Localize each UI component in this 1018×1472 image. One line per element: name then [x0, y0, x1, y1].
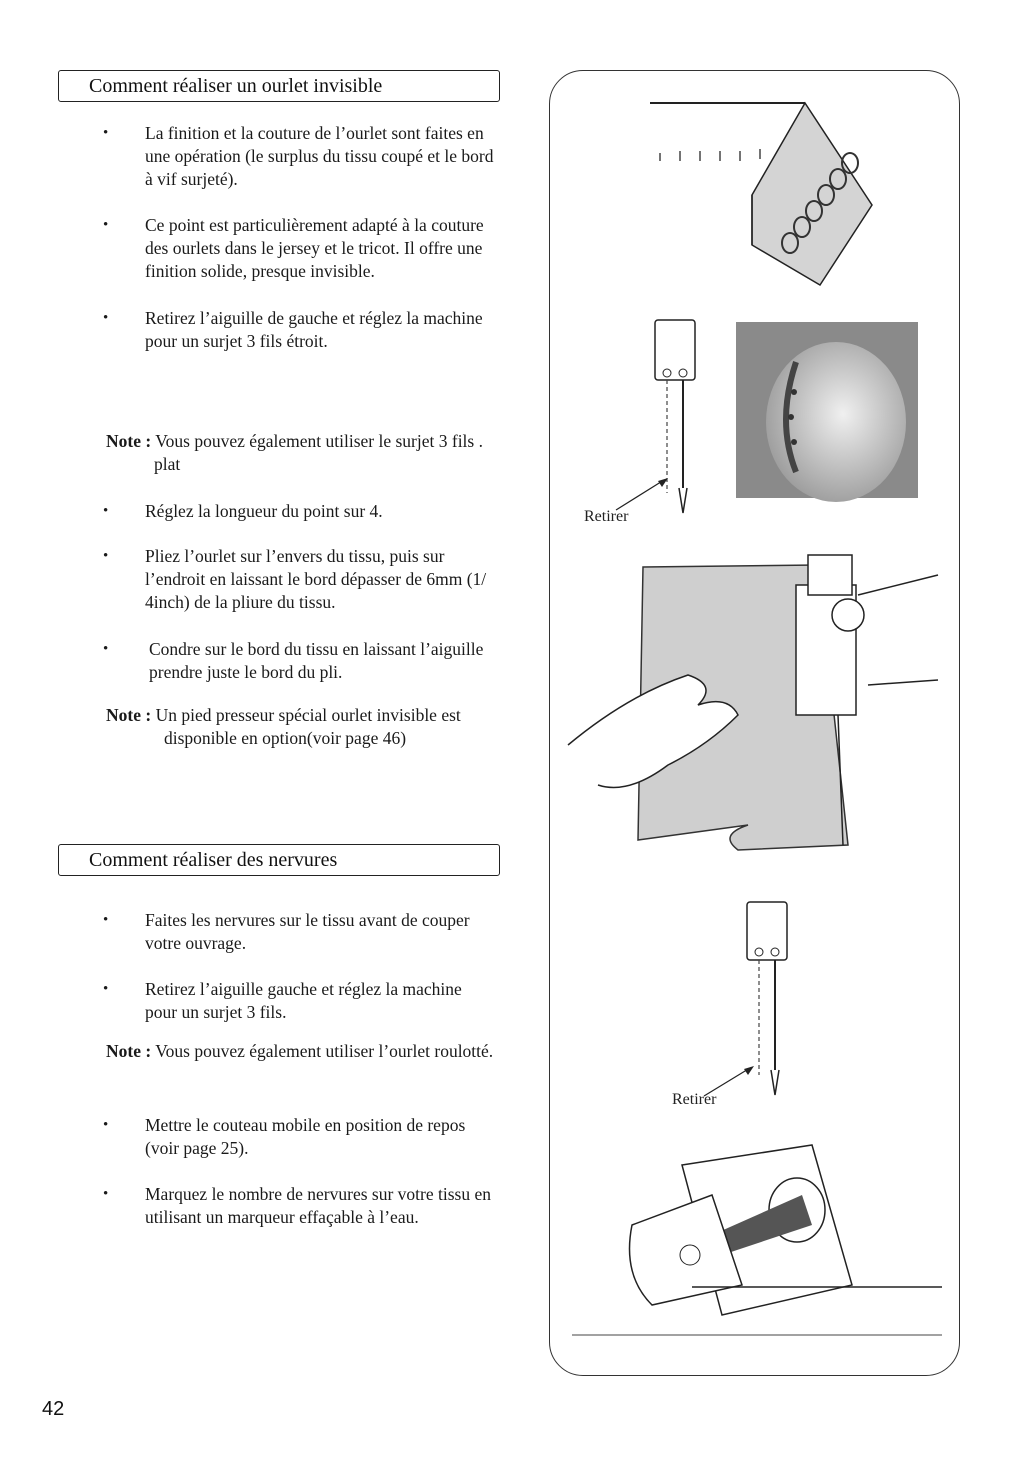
- bullet-line: finition solide, presque invisible.: [145, 261, 375, 281]
- bullet-icon: •: [103, 503, 109, 519]
- caption-retirer-1: Retirer: [584, 508, 629, 525]
- bullet-line: prendre juste le bord du pli.: [149, 662, 343, 682]
- note-label: Note :: [106, 431, 152, 451]
- caption-retirer-2: Retirer: [672, 1091, 717, 1108]
- note-label: Note :: [106, 705, 152, 725]
- bullet-icon: •: [103, 548, 109, 564]
- page-number: 42: [42, 1398, 65, 1420]
- bullet-line: à vif surjeté).: [145, 169, 238, 189]
- note-3-thread-flat: [106, 430, 546, 476]
- bullet-icon: •: [103, 1117, 109, 1133]
- bullet-icon: •: [103, 1186, 109, 1202]
- bullet-line: Condre sur le bord du tissu en laissant l’aiguille: [149, 639, 484, 659]
- stitch-knob-photo: [736, 322, 918, 498]
- bullet-line: La finition et la couture de l’ourlet sont faites en: [145, 123, 484, 143]
- blind-hem-stitch-illustration: [640, 95, 890, 295]
- note-line: disponible en option(voir page 46): [164, 728, 407, 748]
- bullet-line: Pliez l’ourlet sur l’envers du tissu, puis sur: [145, 546, 445, 566]
- bullet-line: Marquez le nombre de nervures sur votre tissu en: [145, 1184, 492, 1204]
- bullet-line: Retirez l’aiguille gauche et réglez la machine: [145, 979, 462, 999]
- bullet-line: utilisant un marqueur effaçable à l’eau.: [145, 1207, 419, 1227]
- bullet-line: pour un surjet 3 fils étroit.: [145, 331, 328, 351]
- note-rolled-hem: [106, 1040, 546, 1063]
- hand-fabric-illustration: [568, 545, 943, 865]
- bullet-line: Ce point est particulièrement adapté à la couture: [145, 215, 484, 235]
- bullet-icon: •: [103, 912, 109, 928]
- bullet-line: Réglez la longueur du point sur 4.: [145, 501, 383, 521]
- note-line: plat: [154, 454, 181, 474]
- presser-foot-knife-illustration: [572, 1125, 942, 1370]
- note-line: Vous pouvez également utiliser l’ourlet roulotté.: [155, 1041, 494, 1061]
- bullet-line: (voir page 25).: [145, 1138, 249, 1158]
- bullet-line: l’endroit en laissant le bord dépasser de 6mm (1/: [145, 569, 487, 589]
- bullet-icon: •: [103, 217, 109, 233]
- bullet-line: votre ouvrage.: [145, 933, 247, 953]
- bullet-line: Retirez l’aiguille de gauche et réglez la machine: [145, 308, 483, 328]
- bullet-line: pour un surjet 3 fils.: [145, 1002, 287, 1022]
- note-blind-hem-foot: [106, 704, 546, 750]
- bullet-icon: •: [103, 981, 109, 997]
- bullet-line: des ourlets dans le jersey et le tricot. Il offre une: [145, 238, 483, 258]
- note-line: Vous pouvez également utiliser le surjet 3 fils .: [155, 431, 483, 451]
- section-title-pintucks: Comment réaliser des nervures: [58, 844, 500, 876]
- note-line: Un pied presseur spécial ourlet invisible est: [155, 705, 461, 725]
- bullet-line: 4inch) de la pliure du tissu.: [145, 592, 336, 612]
- bullet-line: une opération (le surplus du tissu coupé et le bord: [145, 146, 494, 166]
- note-label: Note :: [106, 1041, 152, 1061]
- bullet-line: Mettre le couteau mobile en position de repos: [145, 1115, 466, 1135]
- section-title-blind-hem: Comment réaliser un ourlet invisible: [58, 70, 500, 102]
- bullet-icon: •: [103, 125, 109, 141]
- bullet-icon: •: [103, 641, 109, 657]
- bullet-line: Faites les nervures sur le tissu avant de couper: [145, 910, 470, 930]
- bullet-icon: •: [103, 310, 109, 326]
